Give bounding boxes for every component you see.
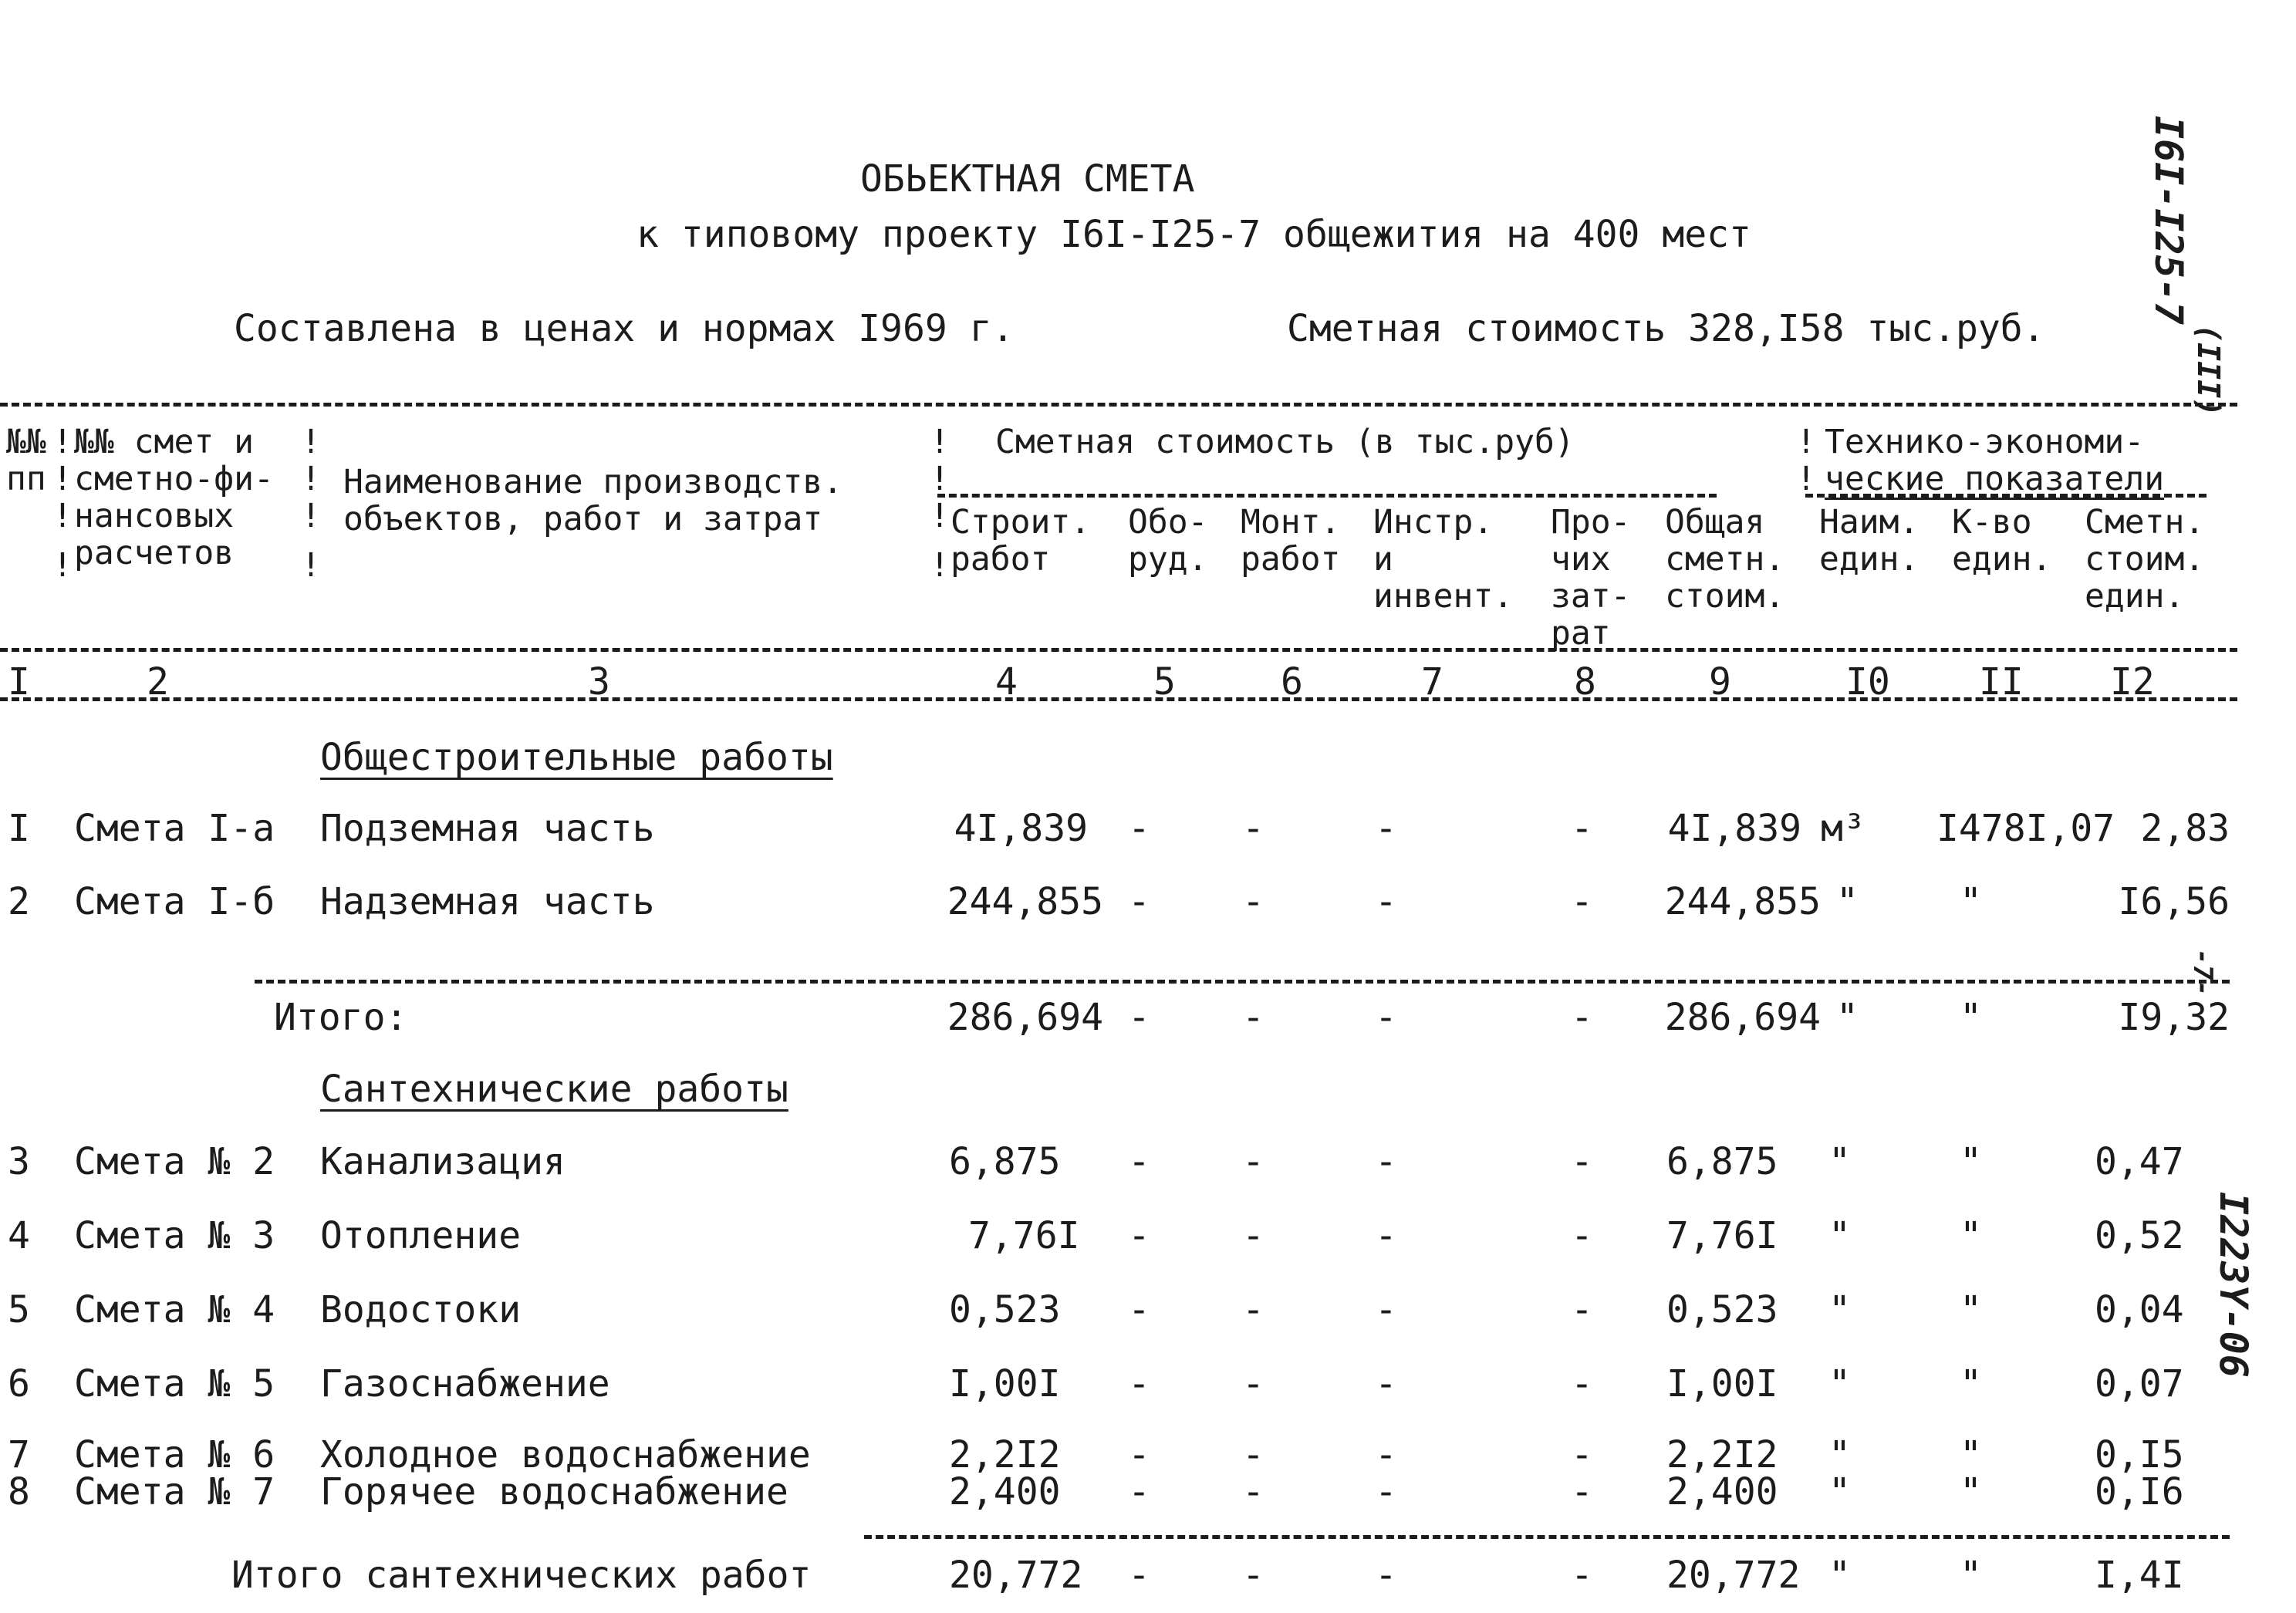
row1-c5: -	[1128, 807, 1150, 850]
row3-c5: -	[1128, 1140, 1150, 1183]
hdr-col8-line1: Про-	[1551, 503, 1631, 542]
total2-c9: 20,772	[1666, 1554, 1801, 1597]
row3-c4: 6,875	[949, 1140, 1061, 1183]
hdr-col8-line3: зат-	[1551, 577, 1631, 616]
total1-label: Итого:	[274, 996, 408, 1039]
row2-num: 2	[8, 880, 30, 923]
hdr-group-tech-line1: Технико-экономи-	[1825, 423, 2145, 461]
row7-c6: -	[1242, 1433, 1264, 1476]
row7-c10: "	[1828, 1433, 1851, 1476]
colnum-6: 6	[1281, 660, 1303, 704]
margin-note-volume: (III)	[2190, 324, 2226, 417]
row6-c10: "	[1828, 1362, 1851, 1405]
row2-c6: -	[1242, 880, 1264, 923]
total2-c8: -	[1571, 1554, 1593, 1597]
row2-c9: 244,855	[1664, 880, 1821, 923]
row6-c5: -	[1128, 1362, 1150, 1405]
row7-num: 7	[8, 1433, 30, 1476]
hdr-col2-line1: №№ смет и	[74, 423, 254, 461]
row1-c6: -	[1242, 807, 1264, 850]
row4-num: 4	[8, 1214, 30, 1257]
hdr-col4-line1: Строит.	[950, 503, 1091, 542]
hdr-col3-line1: Наименование производств.	[343, 463, 843, 501]
row6-name: Газоснабжение	[320, 1362, 610, 1405]
col-sep-2b: !	[301, 460, 321, 498]
hdr-col7-line3: инвент.	[1373, 577, 1514, 616]
hdr-col7-line1: Инстр.	[1373, 503, 1494, 542]
row3-c8: -	[1571, 1140, 1593, 1183]
colnum-5: 5	[1153, 660, 1176, 704]
row5-c5: -	[1128, 1288, 1150, 1331]
row2-c5: -	[1128, 880, 1150, 923]
row3-num: 3	[8, 1140, 30, 1183]
total1-c6: -	[1242, 996, 1264, 1039]
row7-c8: -	[1571, 1433, 1593, 1476]
hdr-col12-line2: стоим.	[2085, 540, 2205, 579]
row4-c10: "	[1828, 1214, 1851, 1257]
row7-c9: 2,2I2	[1666, 1433, 1778, 1476]
row4-c7: -	[1375, 1214, 1397, 1257]
row7-c5: -	[1128, 1433, 1150, 1476]
row6-c6: -	[1242, 1362, 1264, 1405]
row6-c12: 0,07	[2095, 1362, 2184, 1405]
colnum-12: I2	[2110, 660, 2155, 704]
row1-c9: 4I,839	[1667, 807, 1801, 850]
hdr-col2-line2: сметно-фи-	[74, 460, 274, 498]
total1-c7: -	[1375, 996, 1397, 1039]
row4-c6: -	[1242, 1214, 1264, 1257]
row1-c12: 2,83	[2140, 807, 2230, 850]
hdr-col8-line2: чих	[1551, 540, 1611, 579]
row2-smeta: Смета I-б	[74, 880, 275, 923]
hdr-col10-line1: Наим.	[1819, 503, 1920, 542]
col-sep-2c: !	[301, 497, 321, 535]
row6-c11: "	[1960, 1362, 1982, 1405]
row4-c9: 7,76I	[1666, 1214, 1778, 1257]
col-sep-2d: !	[301, 546, 321, 585]
col-sep-3b: !	[930, 460, 950, 498]
colnum-7: 7	[1421, 660, 1443, 704]
row2-c7: -	[1375, 880, 1397, 923]
total2-c7: -	[1375, 1554, 1397, 1597]
total1-c4: 286,694	[947, 996, 1103, 1039]
header-mid-rule	[0, 648, 2237, 652]
col-sep-1d: !	[52, 546, 73, 585]
row4-c4: 7,76I	[968, 1214, 1080, 1257]
header-bottom-rule	[0, 697, 2237, 701]
total2-c5: -	[1128, 1554, 1150, 1597]
row3-c9: 6,875	[1666, 1140, 1778, 1183]
row4-c5: -	[1128, 1214, 1150, 1257]
row5-name: Водостоки	[320, 1288, 522, 1331]
row5-c10: "	[1828, 1288, 1851, 1331]
row1-name: Подземная часть	[320, 807, 655, 850]
hdr-col5-line1: Обо-	[1128, 503, 1208, 542]
row2-c8: -	[1571, 880, 1593, 923]
total2-c11: "	[1960, 1554, 1982, 1597]
row1-num: I	[8, 807, 30, 850]
hdr-col7-line2: и	[1373, 540, 1393, 579]
colnum-1: I	[8, 660, 30, 704]
hdr-col12-line3: един.	[2085, 577, 2185, 616]
total1-c5: -	[1128, 996, 1150, 1039]
doc-title-project: к типовому проекту I6I-I25-7 общежития на 400 мест	[636, 213, 1751, 256]
total2-c12: I,4I	[2095, 1554, 2184, 1597]
row2-c4: 244,855	[947, 880, 1103, 923]
colnum-11: II	[1979, 660, 2024, 704]
row6-c7: -	[1375, 1362, 1397, 1405]
row5-c7: -	[1375, 1288, 1397, 1331]
row8-c5: -	[1128, 1470, 1150, 1513]
colnum-2: 2	[147, 660, 169, 704]
row3-c11: "	[1960, 1140, 1982, 1183]
colnum-10: I0	[1845, 660, 1890, 704]
hdr-col5-line2: руд.	[1128, 540, 1208, 579]
row7-name: Холодное водоснабжение	[320, 1433, 811, 1476]
row4-c8: -	[1571, 1214, 1593, 1257]
row8-c8: -	[1571, 1470, 1593, 1513]
row4-smeta: Смета № 3	[74, 1214, 275, 1257]
col-sep-3c: !	[930, 497, 950, 535]
total2-c6: -	[1242, 1554, 1264, 1597]
hdr-col9-line2: сметн.	[1665, 540, 1785, 579]
margin-note-mid: -7-	[2187, 949, 2218, 997]
row4-name: Отопление	[320, 1214, 522, 1257]
section-sanitary: Сантехнические работы	[320, 1068, 788, 1111]
col-sep-9: !	[1796, 423, 1816, 461]
hdr-col9-line1: Общая	[1665, 503, 1765, 542]
row2-c12: I6,56	[2118, 880, 2230, 923]
row6-c8: -	[1571, 1362, 1593, 1405]
row8-c12: 0,I6	[2095, 1470, 2184, 1513]
margin-note-bottom: I223Y-06	[2211, 1192, 2256, 1378]
hdr-col6-line1: Монт.	[1241, 503, 1341, 542]
row1-c11: I478I,07	[1936, 807, 2115, 850]
row4-c11: "	[1960, 1214, 1982, 1257]
hdr-col2-line3: нансовых	[74, 497, 235, 535]
row7-c7: -	[1375, 1433, 1397, 1476]
row5-c12: 0,04	[2095, 1288, 2184, 1331]
row3-name: Канализация	[320, 1140, 566, 1183]
row5-c6: -	[1242, 1288, 1264, 1331]
row1-c10: м³	[1821, 807, 1866, 850]
hdr-col1-line2: пп	[6, 460, 46, 498]
row5-c11: "	[1960, 1288, 1982, 1331]
total1-c9: 286,694	[1664, 996, 1821, 1039]
row8-smeta: Смета № 7	[74, 1470, 275, 1513]
row2-name: Надземная часть	[320, 880, 655, 923]
row6-c4: I,00I	[949, 1362, 1061, 1405]
total2-rule	[864, 1535, 2230, 1539]
row3-c6: -	[1242, 1140, 1264, 1183]
row2-c11: "	[1960, 880, 1982, 923]
row5-c4: 0,523	[949, 1288, 1061, 1331]
header-cost-rule	[937, 494, 1717, 498]
row6-smeta: Смета № 5	[74, 1362, 275, 1405]
total1-c10: "	[1836, 996, 1859, 1039]
col-sep-3: !	[930, 423, 950, 461]
row5-c9: 0,523	[1666, 1288, 1778, 1331]
row3-c7: -	[1375, 1140, 1397, 1183]
col-sep-9b: !	[1796, 460, 1816, 498]
row4-c12: 0,52	[2095, 1214, 2184, 1257]
col-sep-1c: !	[52, 497, 73, 535]
row7-c12: 0,I5	[2095, 1433, 2184, 1476]
hdr-col12-line1: Сметн.	[2085, 503, 2205, 542]
row5-num: 5	[8, 1288, 30, 1331]
row7-c4: 2,2I2	[949, 1433, 1061, 1476]
col-sep-1: !	[52, 423, 73, 461]
row7-smeta: Смета № 6	[74, 1433, 275, 1476]
total2-c4: 20,772	[949, 1554, 1083, 1597]
hdr-col8-line4: рат	[1551, 614, 1611, 653]
colnum-3: 3	[588, 660, 610, 704]
estimated-cost: Сметная стоимость 328,I58 тыс.руб.	[1287, 307, 2045, 350]
row5-c8: -	[1571, 1288, 1593, 1331]
row8-c10: "	[1828, 1470, 1851, 1513]
row8-c6: -	[1242, 1470, 1264, 1513]
total1-rule	[255, 980, 2230, 984]
row1-c4: 4I,839	[954, 807, 1088, 850]
row8-name: Горячее водоснабжение	[320, 1470, 788, 1513]
row1-c8: -	[1571, 807, 1593, 850]
row1-smeta: Смета I-а	[74, 807, 275, 850]
colnum-9: 9	[1709, 660, 1731, 704]
hdr-col6-line2: работ	[1241, 540, 1341, 579]
colnum-4: 4	[995, 660, 1018, 704]
col-sep-3d: !	[930, 546, 950, 585]
margin-note-top: I6I-I25-7	[2146, 116, 2191, 325]
hdr-group-cost: Сметная стоимость (в тыс.руб)	[995, 423, 1575, 461]
hdr-group-tech-line2: ческие показатели	[1825, 460, 2165, 498]
header-top-rule	[0, 403, 2237, 407]
hdr-col2-line4: расчетов	[74, 534, 235, 572]
row7-c11: "	[1960, 1433, 1982, 1476]
hdr-col10-line2: един.	[1819, 540, 1920, 579]
hdr-col3-line2: объектов, работ и затрат	[343, 500, 823, 538]
hdr-col4-line2: работ	[950, 540, 1051, 579]
row8-c4: 2,400	[949, 1470, 1061, 1513]
total1-c11: "	[1960, 996, 1982, 1039]
total1-c12: I9,32	[2118, 996, 2230, 1039]
hdr-col1-line1: №№	[6, 423, 46, 461]
row6-c9: I,00I	[1666, 1362, 1778, 1405]
total1-c8: -	[1571, 996, 1593, 1039]
hdr-col11-line2: един.	[1952, 540, 2052, 579]
row8-c7: -	[1375, 1470, 1397, 1513]
price-basis: Составлена в ценах и нормах I969 г.	[234, 307, 1015, 350]
row8-num: 8	[8, 1470, 30, 1513]
row5-smeta: Смета № 4	[74, 1288, 275, 1331]
row1-c7: -	[1375, 807, 1397, 850]
col-sep-2: !	[301, 423, 321, 461]
row6-num: 6	[8, 1362, 30, 1405]
row8-c9: 2,400	[1666, 1470, 1778, 1513]
total2-label: Итого сантехнических работ	[231, 1554, 812, 1597]
section-general: Общестроительные работы	[320, 736, 833, 779]
colnum-8: 8	[1574, 660, 1596, 704]
row2-c10: "	[1836, 880, 1859, 923]
doc-title: ОБЬЕКТНАЯ СМЕТА	[860, 157, 1195, 201]
total2-c10: "	[1828, 1554, 1851, 1597]
row3-smeta: Смета № 2	[74, 1140, 275, 1183]
row3-c10: "	[1828, 1140, 1851, 1183]
hdr-col9-line3: стоим.	[1665, 577, 1785, 616]
hdr-col11-line1: К-во	[1952, 503, 2032, 542]
row8-c11: "	[1960, 1470, 1982, 1513]
row3-c12: 0,47	[2095, 1140, 2184, 1183]
col-sep-1b: !	[52, 460, 73, 498]
